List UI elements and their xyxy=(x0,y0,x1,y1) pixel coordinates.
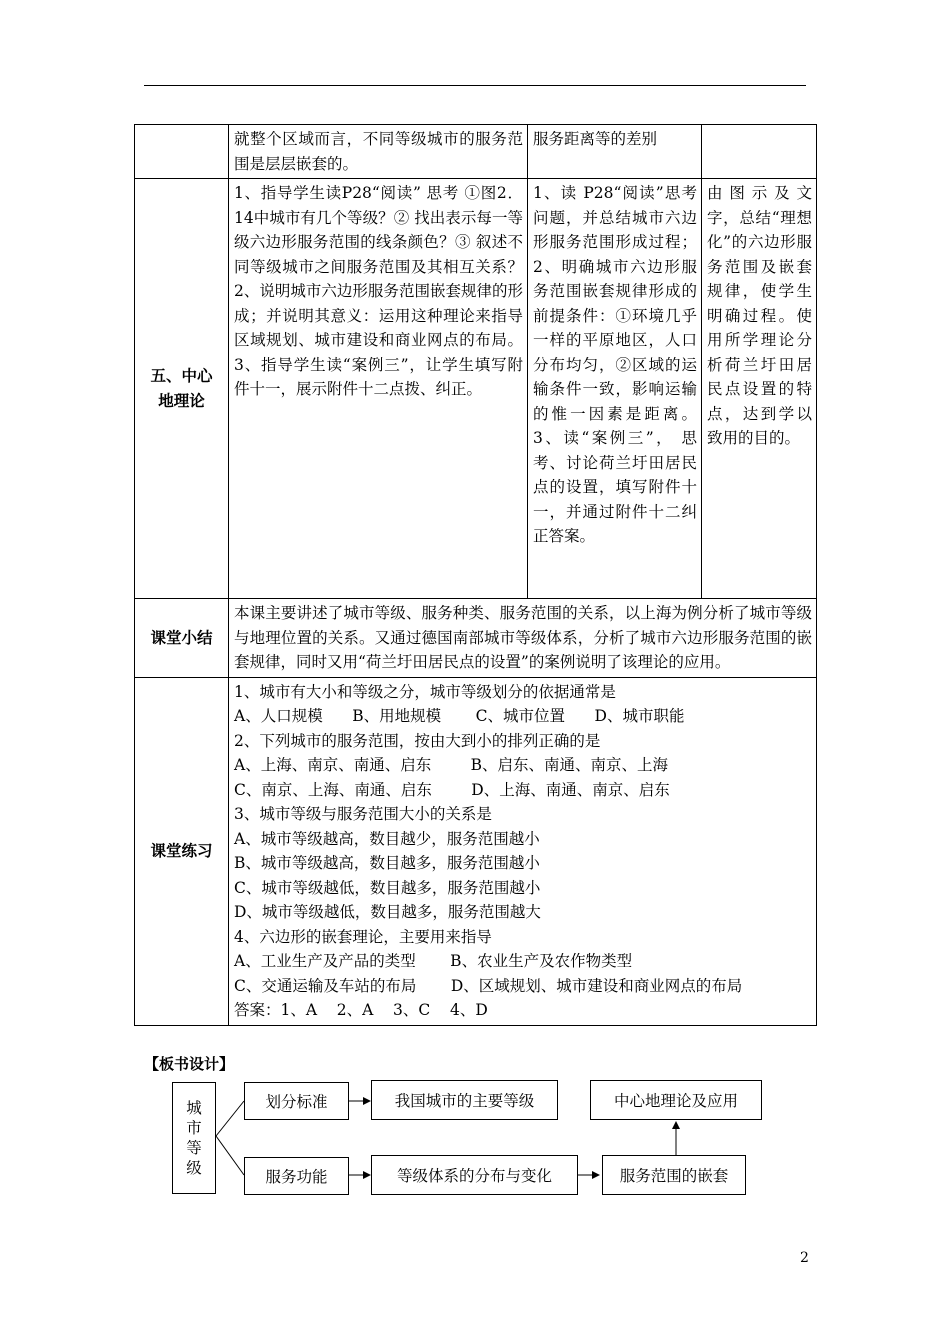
practice-line: C、交通运输及车站的布局 D、区域规划、城市建设和商业网点的布局 xyxy=(234,976,743,995)
practice-answers: 答案：1、A 2、A 3、C 4、D xyxy=(234,1001,488,1019)
diagram-node-levels: 我国城市的主要等级 xyxy=(371,1080,558,1120)
page-number: 2 xyxy=(800,1250,809,1266)
lesson-summary: 本课主要讲述了城市等级、服务种类、服务范围的关系，以上海为例分析了城市等级与地理位置的关系。又通过德国南部城市等级体系，分析了城市六边形服务范围的嵌套规律，同时又用“荷兰圩田居民点的设置”的案例说明了该理论的应用。 xyxy=(229,599,817,678)
practice-line: A、上海、南京、南通、启东 B、启东、南通、南京、上海 xyxy=(234,756,669,774)
practice-line: 4、六边形的嵌套理论，主要用来指导 xyxy=(234,927,492,946)
diagram-node-function: 服务功能 xyxy=(244,1157,349,1195)
teacher-activity: 1、指导学生读P28“阅读” 思考 ①图2．14中城市有几个等级？② 找出表示每一等级六边形服务范围的线条颜色？③ 叙述不同等级城市之间服务范围及其相互关系？ 2、说明城市六边形服务范围嵌套规律的形成；并说明其意义：运用这种理论来指导区域规划、城市建设和商业网点的布局。3、指导学生读“案例三”，让学生填写附件十一，展示附件十二点拨、纠正。 xyxy=(229,179,528,599)
row-label: 课堂小结 xyxy=(135,599,229,678)
practice-line: A、人口规模 B、用地规模 C、城市位置 D、城市职能 xyxy=(234,707,685,725)
diagram-node-nesting: 服务范围的嵌套 xyxy=(602,1155,746,1195)
row-label: 五、中心地理论 xyxy=(135,179,229,599)
student-activity: 1、读 P28“阅读”思考问题，并总结城市六边形服务范围形成过程；2、明确城市六边形服务范围嵌套规律形成的前提条件：①环境几乎一样的平原地区，人口分布均匀，②区域的运输条件一致，影响运输的惟一因素是距离。3、读“案例三”， 思考、讨论荷兰圩田居民点的设置，填写附件十一，并通过附件十二纠正答案。 xyxy=(528,179,702,599)
diagram-root-city-level: 城 市 等 级 xyxy=(172,1082,216,1194)
diagram-node-distribution: 等级体系的分布与变化 xyxy=(371,1155,578,1195)
design-intent: 由图示及文字，总结“理想化”的六边形服务范围及嵌套规律，使学生明确过程。使用所学理论分析荷兰圩田居民点设置的特点，达到学以致用的目的。 xyxy=(702,179,817,599)
practice-line: B、城市等级越高，数目越多，服务范围越小 xyxy=(234,854,540,872)
board-design-heading: 【板书设计】 xyxy=(144,1055,235,1073)
diagram-node-standard: 划分标准 xyxy=(244,1082,349,1120)
practice-line: A、城市等级越高，数目越少，服务范围越小 xyxy=(234,829,540,848)
practice-line: A、工业生产及产品的类型 B、农业生产及农作物类型 xyxy=(234,952,633,970)
practice-line: 3、城市等级与服务范围大小的关系是 xyxy=(234,805,492,823)
practice-line: 1、城市有大小和等级之分，城市等级划分的依据通常是 xyxy=(234,682,616,701)
practice-line: C、南京、上海、南通、启东 D、上海、南通、南京、启东 xyxy=(234,780,670,799)
practice-line: 2、下列城市的服务范围，按由大到小的排列正确的是 xyxy=(234,731,601,750)
branch-line-lower xyxy=(216,1136,244,1175)
practice-line: D、城市等级越低，数目越多，服务范围越大 xyxy=(234,903,541,921)
row-label: 课堂练习 xyxy=(135,677,229,1025)
student-activity: 服务距离等的差别 xyxy=(528,125,702,179)
teacher-activity: 就整个区域而言，不同等级城市的服务范围是层层嵌套的。 xyxy=(229,125,528,179)
diagram-node-theory: 中心地理论及应用 xyxy=(590,1080,762,1120)
practice-line: C、城市等级越低，数目越多，服务范围越小 xyxy=(234,878,541,897)
branch-line-upper xyxy=(216,1101,244,1136)
